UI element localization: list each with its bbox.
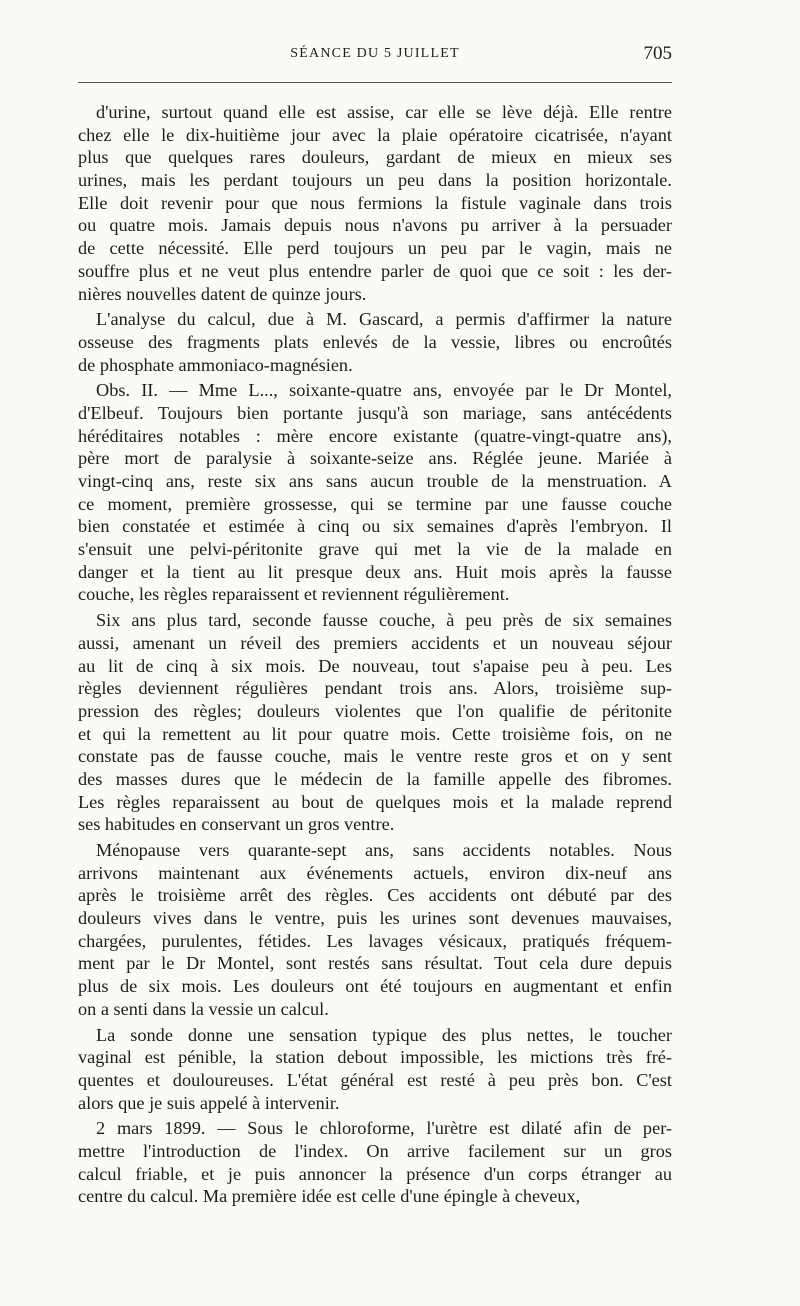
paragraph	[78, 101, 672, 305]
text-line: L'analyse du calcul, due à M. Gascard, a permis d'affirmer la nature	[96, 309, 672, 330]
paragraph	[78, 379, 672, 606]
text-line: de cette nécessité. Elle perd toujours un peu par le vagin, mais ne	[78, 238, 672, 259]
text-line: danger et la tient au lit presque deux ans. Huit mois après la fausse	[78, 561, 672, 582]
text-line: Six ans plus tard, seconde fausse couche, à peu près de six semaines	[96, 610, 672, 631]
text-line: ment par le Dr Montel, sont restés sans résultat. Tout cela dure depuis	[78, 953, 672, 974]
header-rule	[78, 82, 672, 83]
body-text	[78, 101, 672, 1208]
page-header	[78, 43, 672, 70]
text-line: des masses dures que le médecin de la famille appelle des fibromes.	[78, 768, 672, 789]
text-line: règles deviennent régulières pendant trois ans. Alors, troisième sup-	[78, 678, 672, 699]
text-line: chargées, purulentes, fétides. Les lavages vésicaux, pratiqués fréquem-	[78, 930, 672, 951]
text-line: 2 mars 1899. — Sous le chloroforme, l'urètre est dilaté afin de per-	[96, 1118, 672, 1139]
text-line: chez elle le dix-huitième jour avec la plaie opératoire cicatrisée, n'ayant	[78, 124, 672, 145]
text-line: nières nouvelles datent de quinze jours.	[78, 283, 367, 304]
text-line: quentes et douloureuses. L'état général est resté à peu près bon. C'est	[78, 1069, 672, 1090]
text-line: urines, mais les perdant toujours un peu dans la position horizontale.	[78, 170, 672, 191]
text-line: bien constatée et estimée à cinq ou six semaines d'après l'embryon. Il	[78, 516, 672, 537]
text-line: vaginal est pénible, la station debout impossible, les mictions très fré-	[78, 1047, 672, 1068]
paragraph	[78, 839, 672, 1021]
text-line: Elle doit revenir pour que nous fermions la fistule vaginale dans trois	[78, 192, 672, 213]
text-line: centre du calcul. Ma première idée est celle d'une épingle à cheveux,	[78, 1186, 581, 1207]
text-line: plus de six mois. Les douleurs ont été toujours en augmentant et enfin	[78, 976, 672, 997]
text-line: couche, les règles reparaissent et reviennent régulièrement.	[78, 584, 510, 605]
text-line: on a senti dans la vessie un calcul.	[78, 998, 329, 1019]
text-line: héréditaires notables : mère encore existante (quatre-vingt-quatre ans),	[78, 425, 672, 446]
paragraph	[78, 609, 672, 836]
text-line: souffre plus et ne veut plus entendre parler de quoi que ce soit : les der-	[78, 260, 672, 281]
text-line: mettre l'introduction de l'index. On arrive facilement sur un gros	[78, 1140, 672, 1161]
text-line: d'Elbeuf. Toujours bien portante jusqu'à son mariage, sans antécédents	[78, 402, 672, 423]
running-title: SÉANCE DU 5 JUILLET	[290, 46, 460, 61]
text-line: au lit de cinq à six mois. De nouveau, tout s'apaise peu à peu. Les	[78, 655, 672, 676]
text-line: alors que je suis appelé à intervenir.	[78, 1092, 340, 1113]
text-line: Obs. II. — Mme L..., soixante-quatre ans, envoyée par le Dr Montel,	[96, 380, 672, 401]
text-line: La sonde donne une sensation typique des plus nettes, le toucher	[96, 1024, 672, 1045]
page-number: 705	[643, 43, 672, 64]
text-line: aussi, amenant un réveil des premiers accidents et un nouveau séjour	[78, 632, 672, 653]
text-line: ce moment, première grossesse, qui se termine par une fausse couche	[78, 493, 672, 514]
text-line: plus que quelques rares douleurs, gardant de mieux en mieux ses	[78, 147, 672, 168]
text-line: constate pas de fausse couche, mais le ventre reste gros et on y sent	[78, 746, 672, 767]
text-line: osseuse des fragments plats enlevés de la vessie, libres ou encroûtés	[78, 331, 672, 352]
text-line: père mort de paralysie à soixante-seize ans. Réglée jeune. Mariée à	[78, 448, 672, 469]
paragraph	[78, 1117, 672, 1208]
paragraph	[78, 1024, 672, 1115]
text-line: vingt-cinq ans, reste six ans sans aucun trouble de la menstruation. A	[78, 471, 672, 491]
text-line: d'urine, surtout quand elle est assise, car elle se lève déjà. Elle rentre	[96, 102, 672, 122]
text-line: s'ensuit une pelvi-péritonite grave qui met la vie de la malade en	[78, 539, 672, 560]
text-line: douleurs vives dans le ventre, puis les urines sont devenues mauvaises,	[78, 908, 672, 929]
text-line: Ménopause vers quarante-sept ans, sans accidents notables. Nous	[96, 840, 672, 860]
text-line: ses habitudes en conservant un gros ventre.	[78, 814, 395, 835]
text-line: de phosphate ammoniaco-magnésien.	[78, 354, 353, 375]
text-line: arrivons maintenant aux événements actuels, environ dix-neuf ans	[78, 862, 672, 883]
text-line: Les règles reparaissent au bout de quelques mois et la malade reprend	[78, 791, 672, 812]
text-line: ou quatre mois. Jamais depuis nous n'avons pu arriver à la persuader	[78, 215, 672, 236]
text-line: après le troisième arrêt des règles. Ces accidents ont débuté par des	[78, 885, 672, 906]
text-line: pression des règles; douleurs violentes que l'on qualifie de péritonite	[78, 700, 672, 721]
text-line: et qui la remettent au lit pour quatre mois. Cette troisième fois, on ne	[78, 723, 672, 744]
paragraph	[78, 308, 672, 376]
text-line: calcul friable, et je puis annoncer la présence d'un corps étranger au	[78, 1163, 672, 1184]
